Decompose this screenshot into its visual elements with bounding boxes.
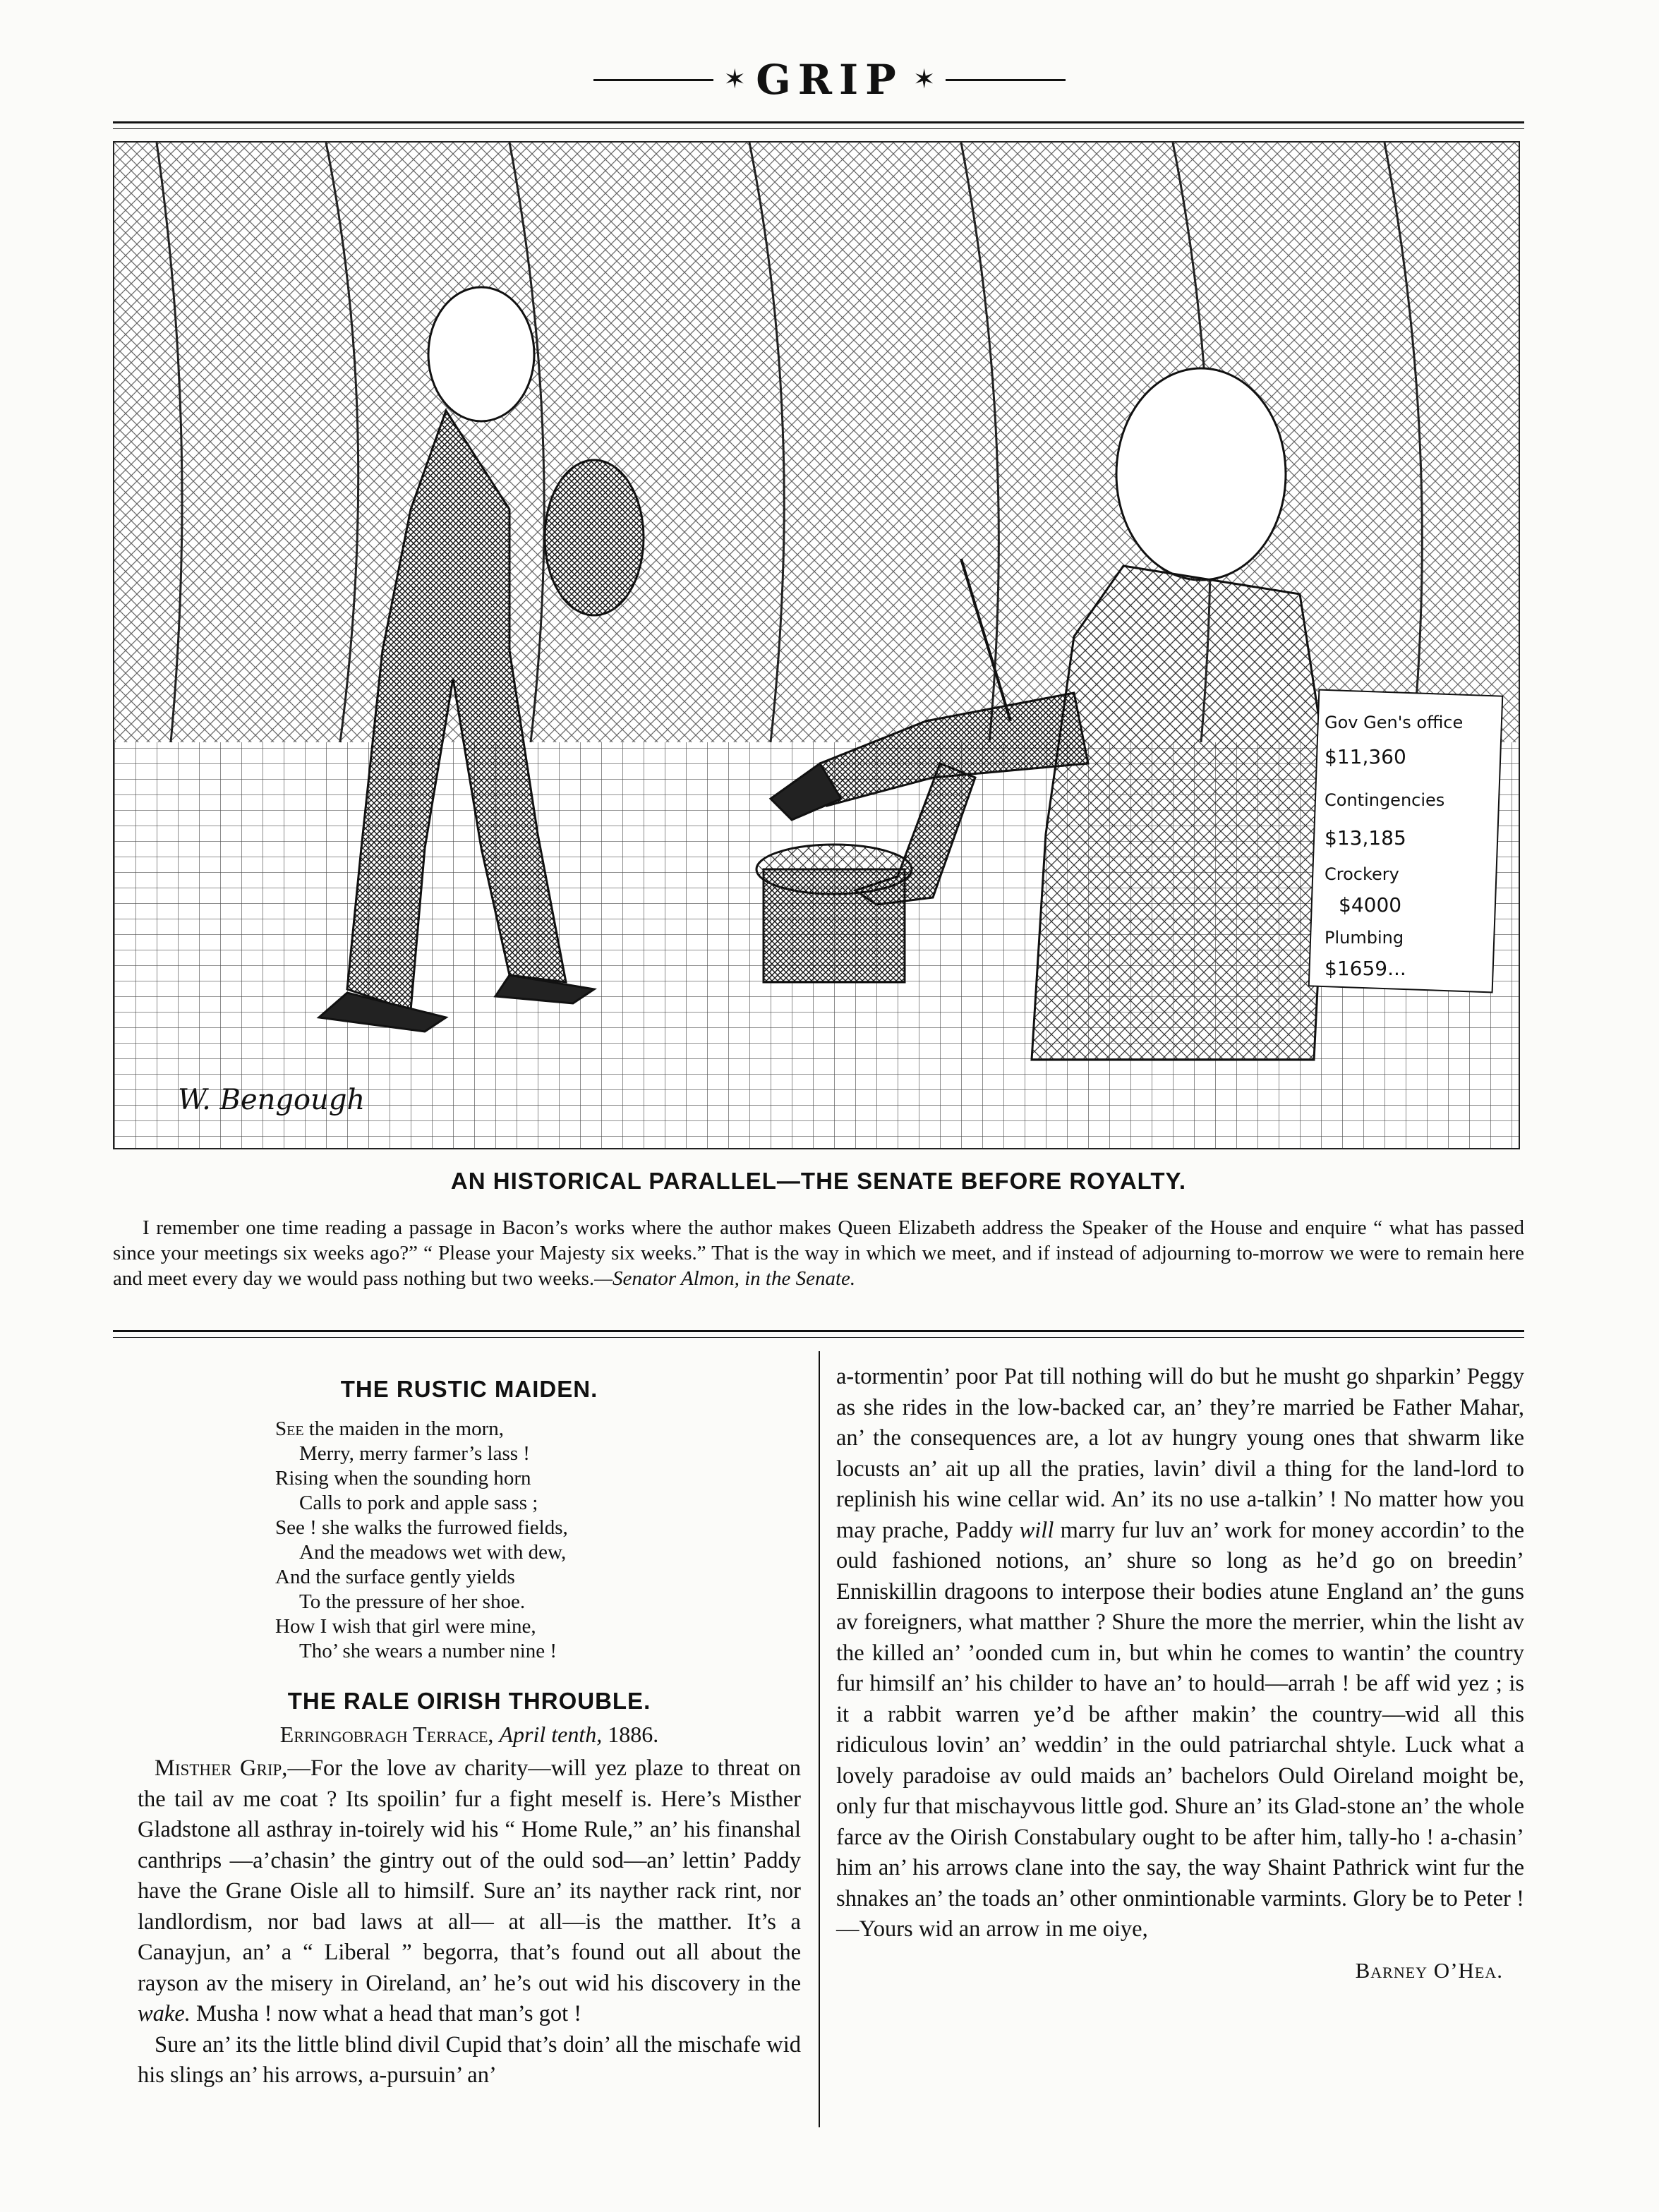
article-dateline: Erringobragh Terrace, April tenth, 1886.	[279, 1722, 659, 1747]
masthead	[0, 55, 1659, 104]
caption-quote	[113, 1215, 1524, 1291]
article-signature: Barney O’Hea.	[1355, 1957, 1503, 1983]
cartoon-illustration	[113, 141, 1520, 1149]
poem-line-2: Merry, merry farmer’s lass !	[299, 1442, 530, 1465]
cartoon-drawing	[114, 143, 1519, 1148]
ledger-line-5: Crockery	[1325, 864, 1399, 884]
section-rule-thin	[113, 1337, 1524, 1338]
masthead-left-rule	[593, 79, 713, 81]
poem-line-4: Calls to pork and apple sass ;	[299, 1492, 538, 1514]
section-rule	[113, 1330, 1524, 1332]
artist-signature: W. Bengough	[178, 1084, 366, 1116]
poem-title: THE RUSTIC MAIDEN.	[340, 1376, 598, 1402]
article-body-left	[138, 1753, 801, 2091]
poem-line-3: Rising when the sounding horn	[275, 1467, 531, 1489]
ledger-line-8: $1659...	[1325, 957, 1406, 980]
caption-quote-text: I remember one time reading a passage in Bacon’s works where the author makes Queen Elizabeth address the Speaker of the House and enquire “ what has passed since your meetings six weeks ago?” “ Please your Majesty six weeks.” That is the way in which we meet, and if instead of adjourning to-morrow we were to remain here and meet every day we would pass nothing but two weeks.	[113, 1216, 1524, 1290]
column-divider	[819, 1351, 820, 2127]
poem-first-word: See	[275, 1418, 304, 1440]
top-rule	[113, 121, 1524, 123]
poem	[275, 1417, 801, 1664]
article-body-right	[836, 1362, 1524, 1945]
poem-line-1: See the maiden in the morn,	[275, 1418, 505, 1440]
article-paragraph-2: Sure an’ its the little blind divil Cupid that’s doin’ all the mischafe wid his slings an’ his arrows, a-pursuin’ an’	[138, 2031, 801, 2088]
poem-line-5: See ! she walks the furrowed fields,	[275, 1516, 568, 1539]
masthead-star-left: ✶	[723, 65, 747, 95]
ledger-line-6: $4000	[1339, 893, 1402, 917]
poem-line-9: How I wish that girl were mine,	[275, 1615, 536, 1638]
top-rule-thin	[113, 128, 1524, 129]
caption-title: AN HISTORICAL PARALLEL—THE SENATE BEFORE ROYALTY.	[450, 1168, 1187, 1194]
ledger-line-1: Gov Gen's office	[1325, 713, 1464, 732]
left-column	[138, 1362, 801, 2091]
masthead-right-rule	[946, 79, 1066, 81]
caption-attribution: —Senator Almon, in the Senate.	[594, 1267, 856, 1290]
article-title: THE RALE OIRISH THROUBLE.	[287, 1688, 651, 1714]
article-paragraph-3: a-tormentin’ poor Pat till nothing will do but he musht go shparkin’ Peggy as she rides in the low-backed car, an’ they’re married be Father Mahar, an’ the consequences are, a lot av hungry young ones that shwarm like locusts an’ ait up all the praties, lavin’ divil a thing for the land-lord to replinish his wine cellar wid. An’ its no use a-talkin’ ! No matter how you may prache, Paddy will marry fur luv an’ work for money accordin’ to the ould fashioned notions, an’ shure so long as he’d go on breedin’ Enniskillin dragoons to interpose their bodies atune England an’ the guns av foreigners, what matther ? Shure the more the merrier, whin the lisht av the killed an’ ’oonded cum in, but whin he comes to wantin’ the country fur himsilf an’ his childer to have an’ to hould—arrah ! be aff wid yez ; is it a rabbit warren ye’d be afther makin’ the country—wid all this ridiculous lovin’ an’ weddin’ in the ould patriarchal shtyle. Luck what a lovely paradoise av ould maids an’ bachelors Ould Oireland moight be, only fur that mischayvous little god. Shure an’ its Glad-stone an’ the whole farce av the Oirish Constabulary ought to be after him, tally-ho ! a-chasin’ him an’ his arrows clane into the say, the way Shaint Pathrick wint fur the shnakes an’ the toads an’ other onmintionable varmints. Glory be to Peter !—Yours wid an arrow in me oiye,	[836, 1364, 1525, 1942]
ledger-line-7: Plumbing	[1325, 928, 1404, 948]
article-paragraph-1: Misther Grip,—For the love av charity—will yez plaze to threat on the tail av me coat ? Its spoilin’ fur a fight meself is. Here’s Misther Gladstone all asthray in-toirely wid his “ Home Rule,” an’ his finanshal canthrips —a’chasin’ the gintry out of the ould sod—an’ lettin’ Paddy have the Grane Oisle all to himsilf. Sure an’ its nayther rack rint, nor landlordism, nor bad laws at all— at all—is the matther. It’s a Canayjun, an’ a “ Liberal ” begorra, that’s found out all about the rayson av the misery in Oireland, an’ he’s out wid his discovery in the wake. Musha ! now what a head that man’s got !	[138, 1755, 801, 2026]
ledger-line-3: Contingencies	[1325, 790, 1445, 810]
right-column	[836, 1362, 1524, 1983]
poem-line-6: And the meadows wet with dew,	[299, 1541, 567, 1564]
poem-line-8: To the pressure of her shoe.	[299, 1590, 526, 1613]
poem-line-7: And the surface gently yields	[275, 1566, 515, 1588]
poem-line-10: Tho’ she wears a number nine !	[299, 1640, 557, 1662]
masthead-star-right: ✶	[912, 65, 936, 95]
ledger-line-2: $11,360	[1325, 745, 1406, 768]
masthead-title: GRIP	[756, 56, 903, 104]
ledger-line-4: $13,185	[1325, 826, 1406, 850]
